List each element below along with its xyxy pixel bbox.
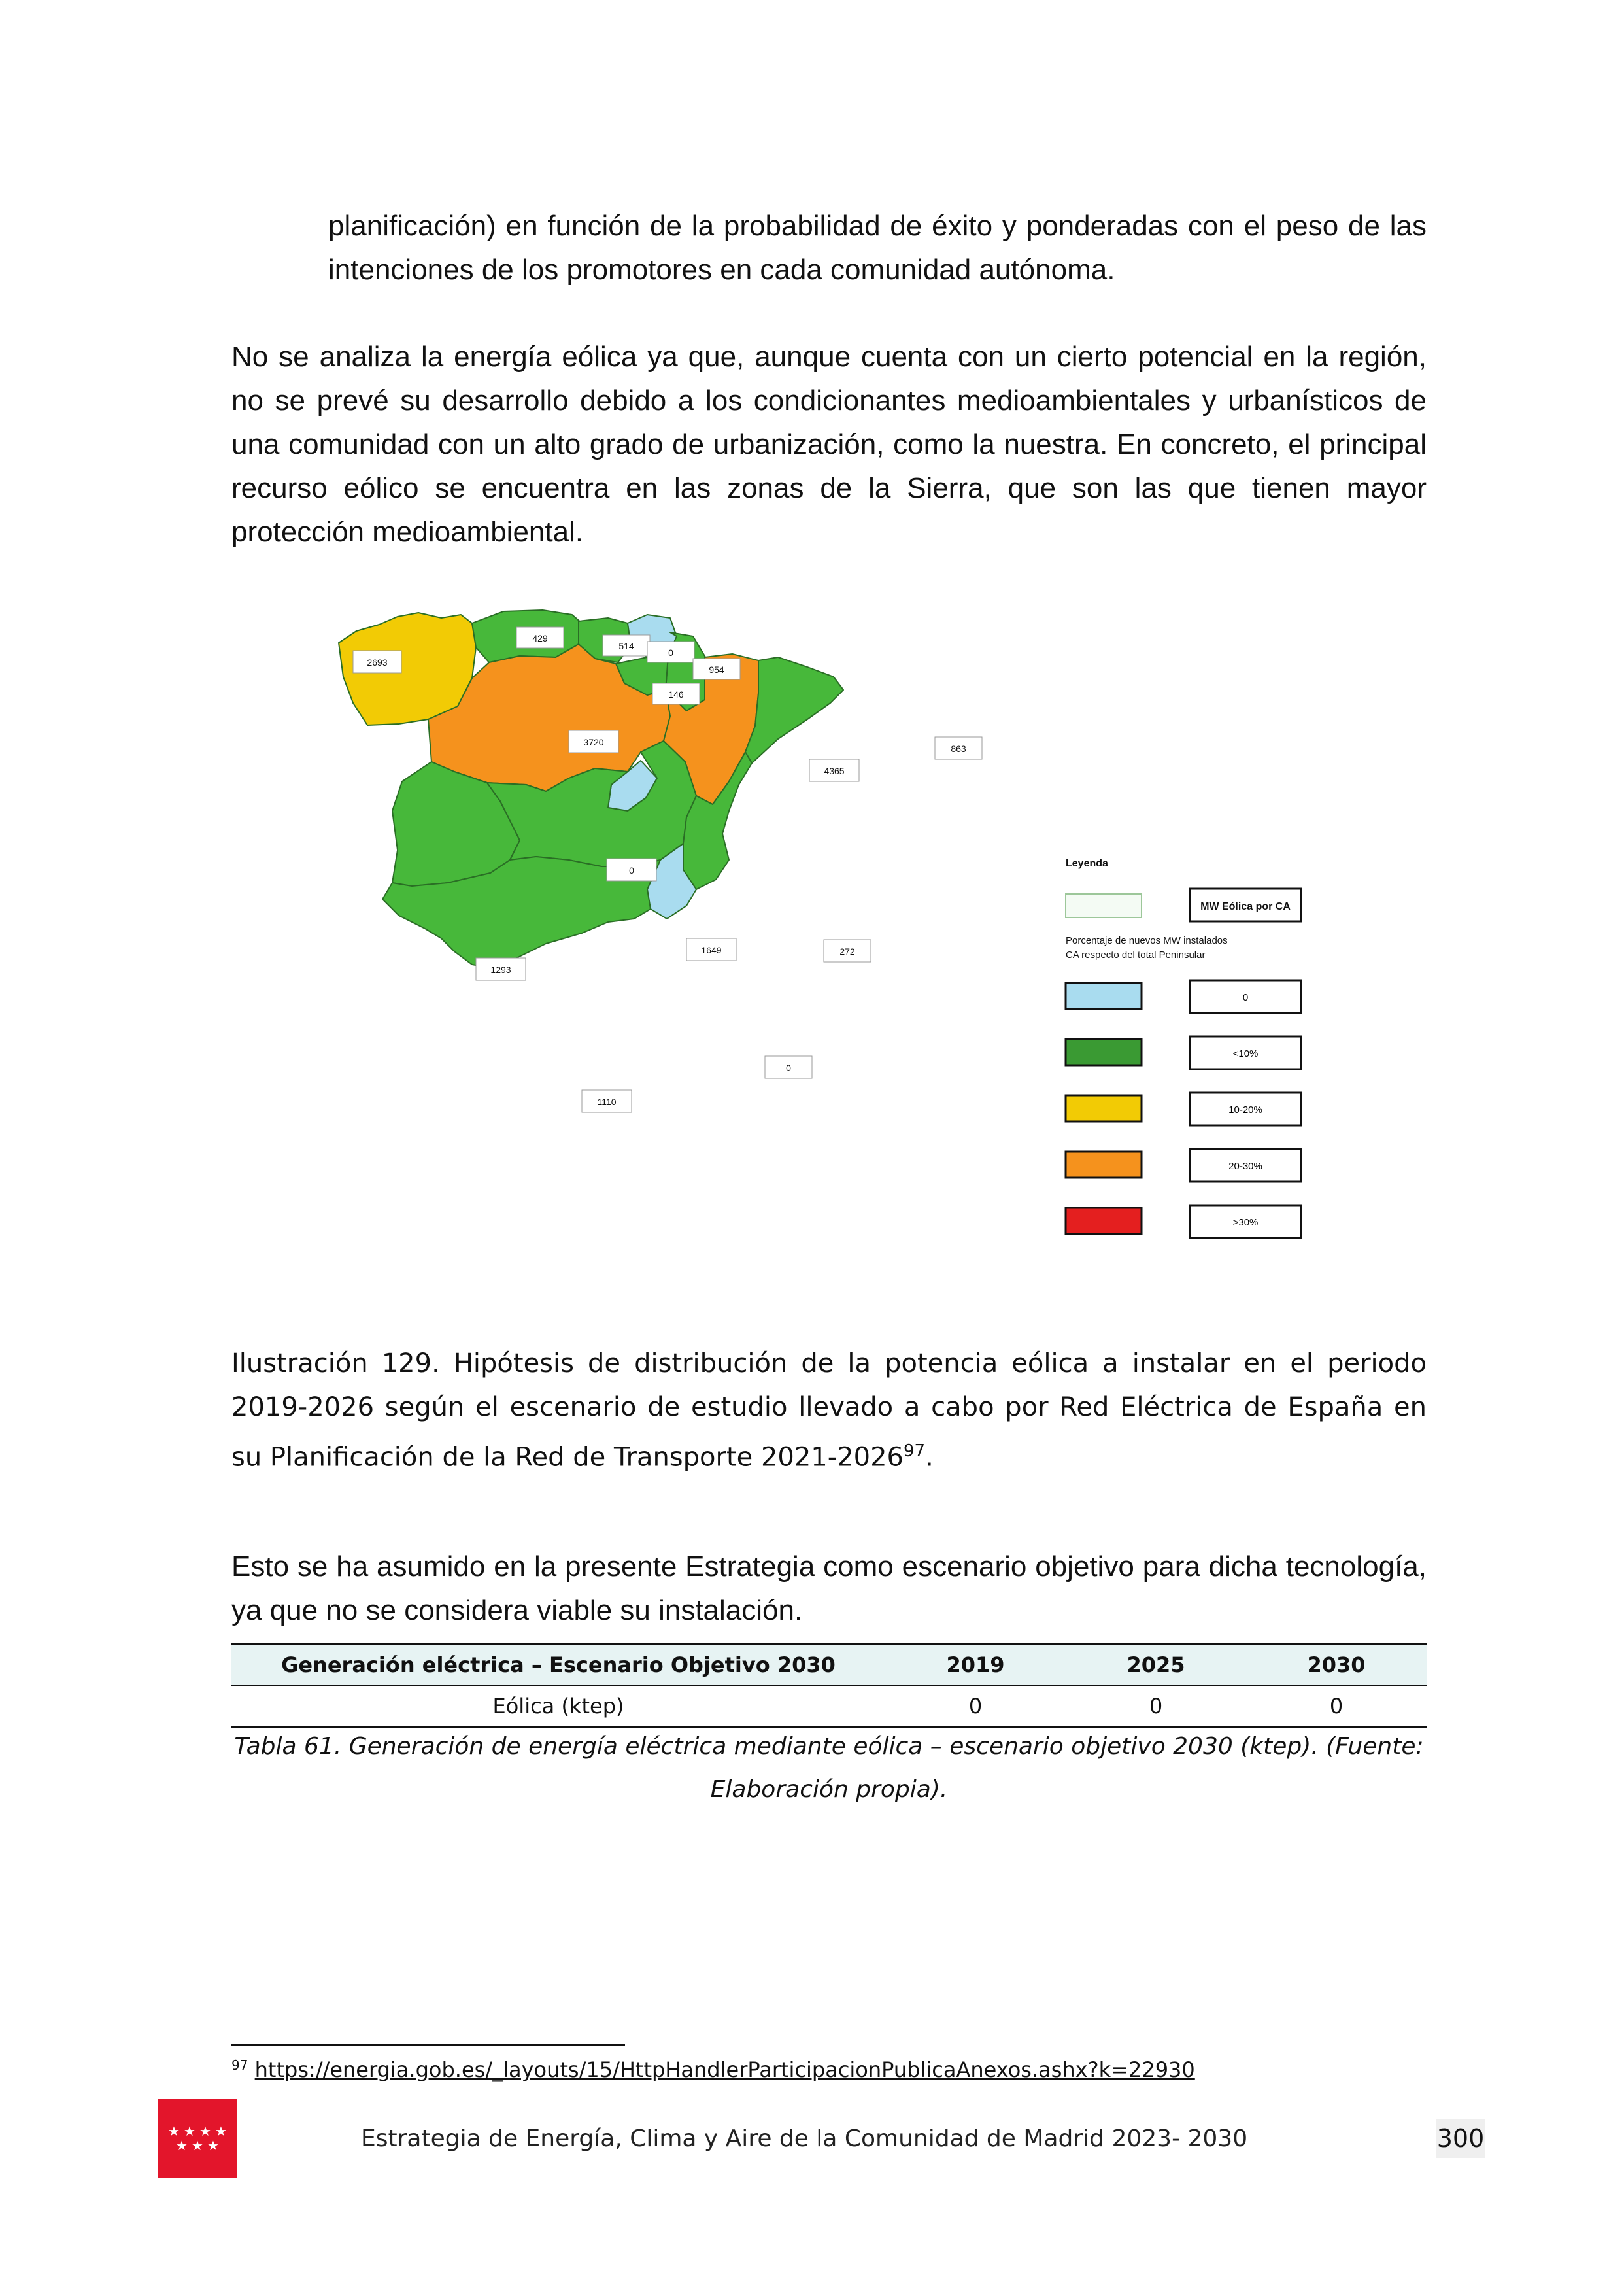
legend-label: 0 [1242,992,1249,1003]
table-header-concept: Generación eléctrica – Escenario Objetivo 2030 [231,1644,885,1686]
label-galicia: 2693 [367,657,388,668]
label-aragon: 4365 [824,766,845,776]
legend-swatch [1066,983,1142,1009]
legend-title: Leyenda [1066,858,1108,869]
label-extremadura: 1293 [490,965,511,975]
table-cell-concept: Eólica (ktep) [231,1686,885,1727]
table-header-2019: 2019 [885,1644,1066,1686]
legend-label: 20-30% [1228,1161,1262,1172]
table-caption-line1: Tabla 61. Generación de energía eléctrica mediante eólica – escenario objetivo 2030 (ktep). (Fuente: [234,1733,1424,1760]
comunidad-madrid-logo [158,2099,237,2178]
svg-text:★: ★ [192,2138,203,2153]
legend-label: 10-20% [1228,1104,1262,1116]
legend-value-header: MW Eólica por CA [1200,901,1291,912]
legend-label: <10% [1232,1048,1259,1059]
label-madrid: 0 [629,865,634,876]
table-caption [231,1725,1427,1811]
table-cell-2019: 0 [885,1686,1066,1727]
table-cell-2025: 0 [1066,1686,1246,1727]
region-cataluna [745,657,843,763]
footnote-reference[interactable]: 97 [904,1441,926,1461]
table-row [231,1686,1427,1727]
label-la-rioja: 146 [668,689,684,700]
footnote-link[interactable]: https://energia.gob.es/_layouts/15/HttpHandlerParticipacionPublicaAnexos.ashx?k=22930 [254,2057,1195,2082]
svg-text:★: ★ [207,2138,219,2153]
legend-swatch [1066,1208,1142,1234]
paragraph-wind-analysis: No se analiza la energía eólica ya que, aunque cuenta con un cierto potencial en la región, no se prevé su desarrollo debido a los condicionantes medioambientales y urbanísticos de una comunidad con un alto grado de urbanización, como la nuestra. En concreto, el principal recurso eólico se encuentra en las zonas de la Sierra, que son las que tienen mayor protección medioambiental. [231,341,1427,548]
label-murcia: 0 [786,1063,791,1073]
page-number: 300 [1436,2119,1485,2158]
svg-text:★: ★ [199,2123,211,2139]
label-castilla-leon: 3720 [583,737,604,747]
legend-percent-header-2: CA respecto del total Peninsular [1066,950,1206,961]
svg-text:★: ★ [184,2123,195,2139]
figure-caption-end: . [925,1442,934,1473]
figure-caption-text: Ilustración 129. Hipótesis de distribución de la potencia eólica a instalar en el periodo 2019-2026 según el escenario de estudio llevado a cabo por Red Eléctrica de España en su Planificación de la Red de Transporte 2021-2026 [231,1348,1427,1473]
footnote [231,2057,1195,2082]
label-navarra: 954 [709,664,724,675]
svg-text:★: ★ [176,2138,188,2153]
stars-icon [158,2099,237,2178]
legend-swatch [1066,1152,1142,1178]
paragraph-intro-continuation: planificación) en función de la probabilidad de éxito y ponderadas con el peso de las intenciones de los promotores en cada comunidad autónoma. [328,210,1427,286]
label-pais-vasco: 0 [668,647,673,658]
footnote-divider [231,2044,625,2046]
footer-title: Estrategia de Energía, Clima y Aire de la Comunidad de Madrid 2023- 2030 [361,2125,1248,2152]
table-header-2030: 2030 [1246,1644,1427,1686]
label-asturias: 429 [532,633,548,643]
figure-caption [231,1342,1427,1479]
label-cantabria: 514 [618,641,634,651]
legend-swatch [1066,1039,1142,1065]
spain-wind-map [320,585,1340,1252]
legend-sample-white [1066,894,1142,917]
svg-text:★: ★ [215,2123,227,2139]
svg-text:★: ★ [168,2123,180,2139]
generation-table [231,1643,1427,1728]
label-cataluna: 863 [951,744,966,754]
label-valencia: 272 [839,946,855,957]
paragraph-assumption: Esto se ha asumido en la presente Estrategia como escenario objetivo para dicha tecnología, ya que no se considera viable su instalación. [231,1550,1427,1626]
legend-swatch [1066,1095,1142,1121]
table-cell-2030: 0 [1246,1686,1427,1727]
footnote-number: 97 [231,2057,248,2073]
table-caption-line2: Elaboración propia). [710,1776,948,1803]
legend-label: >30% [1232,1217,1259,1228]
label-castilla-la-mancha: 1649 [701,945,722,955]
legend-percent-header-1: Porcentaje de nuevos MW instalados [1066,935,1228,946]
table-header-2025: 2025 [1066,1644,1246,1686]
table-header-row [231,1644,1427,1686]
label-andalucia: 1110 [597,1097,617,1107]
